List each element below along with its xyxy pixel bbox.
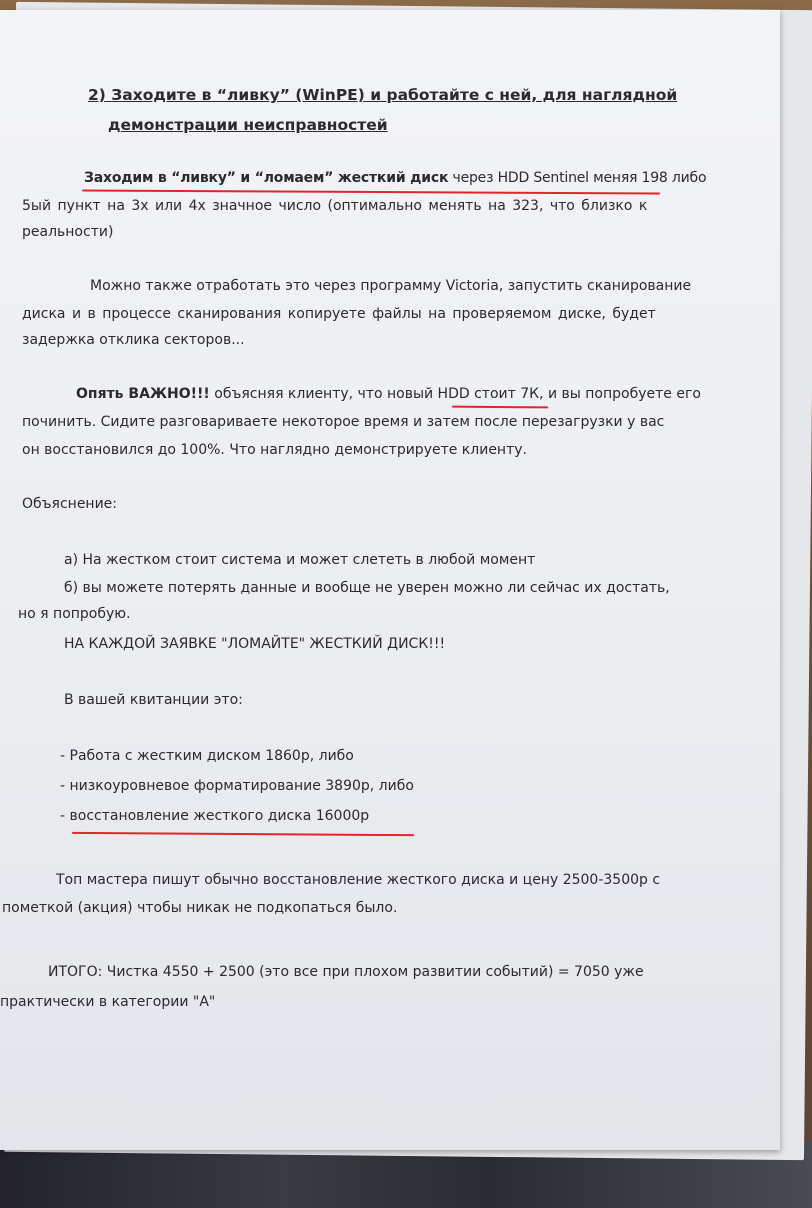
red-underline-1: [82, 189, 660, 194]
heading-text: Заходите в “ливку” (WinPE) и работайте с ней, для наглядной: [111, 86, 678, 104]
top-masters-line-1: Топ мастера пишут обычно восстановление жесткого диска и цену 2500-3500р с: [56, 872, 661, 888]
explanation-label: Объяснение:: [22, 496, 118, 512]
paragraph-1-bold: Заходим в “ливку” и “ломаем” жесткий диск: [84, 170, 449, 186]
explanation-item-b-line-2: но я попробую.: [18, 606, 131, 622]
paragraph-3-rest: объясняя клиенту, что новый HDD стоит 7К, и вы попробуете его: [209, 386, 701, 402]
paragraph-2-line-3: задержка отклика секторов...: [22, 332, 245, 348]
receipt-list-item: - низкоуровневое форматирование 3890р, либо: [60, 778, 414, 794]
explanation-item-b-line-1: б) вы можете потерять данные и вообще не уверен можно ли сейчас их достать,: [64, 580, 670, 596]
paragraph-1-line-3: реальности): [22, 224, 114, 240]
red-underline-2: [452, 406, 548, 409]
explanation-item-a: а) На жестком стоит система и может слететь в любой момент: [64, 552, 536, 568]
heading-line-2: демонстрации неисправностей: [108, 116, 388, 134]
total-line-2: практически в категории "А": [0, 994, 216, 1010]
top-masters-line-2: пометкой (акция) чтобы никак не подкопаться было.: [2, 900, 398, 916]
paragraph-2-line-1: Можно также отработать это через программу Victoria, запустить сканирование: [90, 278, 692, 294]
receipt-list-item: - восстановление жесткого диска 16000р: [60, 808, 370, 824]
caps-instruction: НА КАЖДОЙ ЗАЯВКЕ "ЛОМАЙТЕ" ЖЕСТКИЙ ДИСК!!!: [64, 636, 446, 652]
receipt-list-item: - Работа с жестким диском 1860р, либо: [60, 748, 354, 764]
receipt-label: В вашей квитанции это:: [64, 692, 243, 708]
paragraph-3-line-1: [76, 386, 701, 402]
heading-line-1: [88, 86, 677, 104]
red-underline-3: [72, 832, 414, 836]
paragraph-2-line-2: диска и в процессе сканирования копируете файлы на проверяемом диске, будет: [22, 306, 656, 322]
document-page: [0, 10, 780, 1150]
paragraph-1-line-1: [84, 170, 706, 186]
heading-number: 2): [88, 86, 106, 104]
total-line-1: ИТОГО: Чистка 4550 + 2500 (это все при плохом развитии событий) = 7050 уже: [48, 964, 644, 980]
paragraph-3-line-3: он восстановился до 100%. Что наглядно демонстрируете клиенту.: [22, 442, 527, 458]
paragraph-3-bold: Опять ВАЖНО!!!: [76, 386, 210, 402]
paragraph-1-rest: через HDD Sentinel меняя 198 либо: [448, 170, 707, 186]
paragraph-3-line-2: починить. Сидите разговариваете некоторое время и затем после перезагрузки у вас: [22, 414, 665, 430]
paragraph-1-line-2: 5ый пункт на 3х или 4х значное число (оптимально менять на 323, что близко к: [22, 198, 648, 214]
